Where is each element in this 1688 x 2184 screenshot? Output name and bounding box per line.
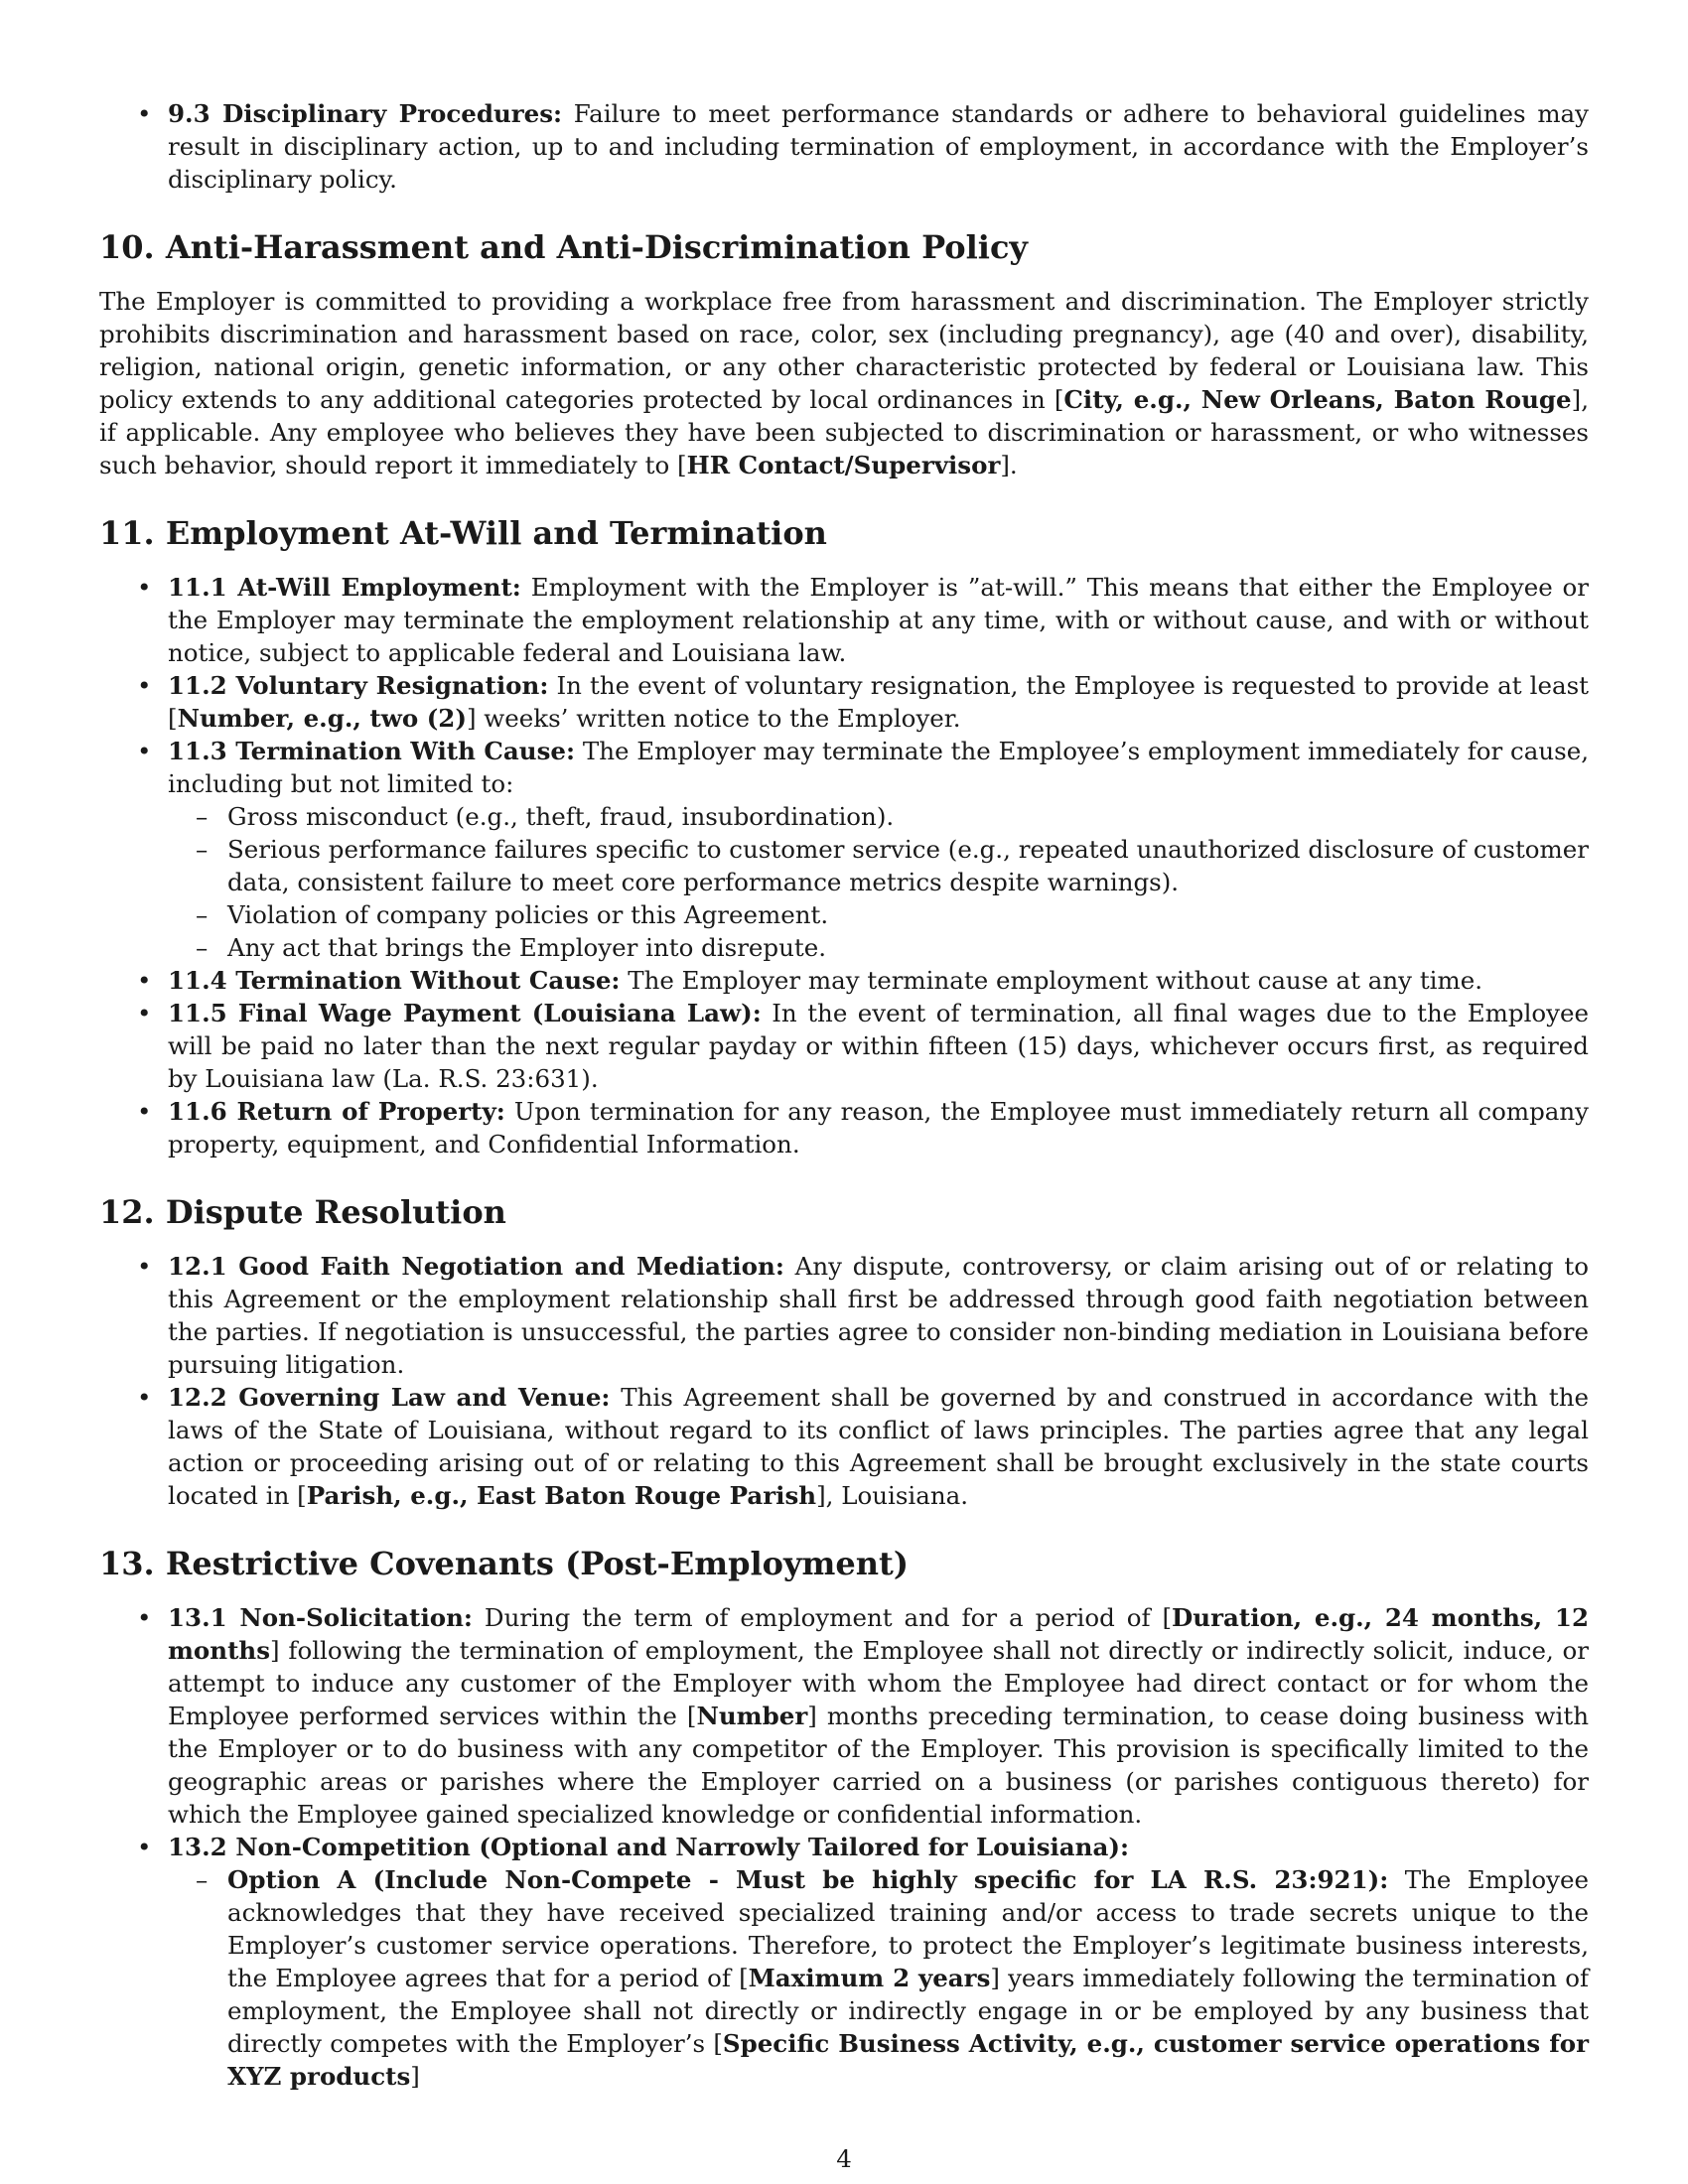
clause-12-1-text: Any dispute, controversy, or claim arising out of or relating to this Agreement or the employment relationship shall first be addressed through good faith negotiation between the parties. If negotiation is unsuccessful, the parties agree to consider non-binding mediation in Louisiana before pursuing litigation. (168, 1252, 1589, 1379)
parish-placeholder: Parish, e.g., East Baton Rouge Parish (306, 1481, 817, 1510)
hr-contact-placeholder: HR Contact/Supervisor (686, 451, 1001, 479)
clause-11-1-text: Employment with the Employer is ”at-will.” This means that either the Employee or the Employer may terminate the employment relationship at any time, with or without cause, and with or without notice, subject to applicable federal and Louisiana law. (168, 573, 1589, 667)
cause-item: – Violation of company policies or this Agreement. (168, 898, 1589, 931)
clause-11-5-label: 11.5 Final Wage Payment (Louisiana Law): (168, 999, 762, 1027)
option-a-label: Option A (Include Non-Compete - Must be highly specific for LA R.S. 23:921): (227, 1865, 1389, 1894)
duration-placeholder: Duration, e.g., 24 months, 12 months (168, 1603, 1589, 1665)
page-number: 4 (836, 2144, 852, 2173)
cause-item: – Serious performance failures specific to customer service (e.g., repeated unauthorized disclosure of customer data, consistent failure to meet core performance metrics despite warnings). (168, 833, 1589, 898)
clause-11-5 (99, 997, 1589, 1095)
section-9-list (99, 97, 1589, 196)
section-10-text-3: ]. (1000, 451, 1018, 479)
section-12-heading: 12. Dispute Resolution (99, 1193, 506, 1231)
clause-11-5-text: In the event of termination, all final wages due to the Employee will be paid no later than the next regular payday or within fifteen (15) days, whichever occurs first, as required by Louisiana law (La. R.S. 23:631). (168, 999, 1590, 1093)
section-11-list (99, 571, 1589, 1160)
section-10-paragraph (99, 285, 1589, 481)
clause-12-1 (99, 1250, 1589, 1381)
clause-11-3 (99, 735, 1589, 964)
clause-11-1 (99, 571, 1589, 669)
clause-12-2-text-b: ], Louisiana. (816, 1481, 969, 1510)
non-compete-options (168, 1863, 1589, 2093)
clause-12-2-text-a: This Agreement shall be governed by and construed in accordance with the laws of the State of Louisiana, without regard to its conflict of laws principles. The parties agree that any legal action or proceeding arising out of or relating to this Agreement shall be brought exclusively in the state courts located in [ (168, 1383, 1589, 1510)
clause-11-4-label: 11.4 Termination Without Cause: (168, 966, 621, 995)
clause-11-6-text: Upon termination for any reason, the Employee must immediately return all company property, equipment, and Confidential Information. (168, 1097, 1589, 1159)
clause-11-2-label: 11.2 Voluntary Resignation: (168, 671, 549, 700)
clause-13-1-label: 13.1 Non-Solicitation: (168, 1603, 473, 1632)
clause-11-2-text-a: In the event of voluntary resignation, the Employee is requested to provide at least [ (168, 671, 1589, 733)
clause-9-3-label: 9.3 Disciplinary Procedures: (168, 99, 563, 128)
clause-11-2-text-b: ] weeks’ written notice to the Employer. (466, 704, 961, 733)
notice-number-placeholder: Number, e.g., two (2) (177, 704, 467, 733)
option-a-text-a: The Employee acknowledges that they have received specialized training and/or access to trade secrets unique to the Employer’s customer service operations. Therefore, to protect the Employer’s legitimate business interests, the Employee agrees that for a period of [ (227, 1865, 1589, 1992)
section-10-heading: 10. Anti-Harassment and Anti-Discrimination Policy (99, 228, 1029, 266)
option-a-text-b: ] years immediately following the termination of employment, the Employee shall not directly or indirectly engage in or be employed by any business that directly competes with the Employer’s [ (227, 1964, 1590, 2058)
clause-12-2-label: 12.2 Governing Law and Venue: (168, 1383, 611, 1412)
section-11-heading: 11. Employment At-Will and Termination (99, 514, 827, 552)
section-13-heading: 13. Restrictive Covenants (Post-Employment) (99, 1545, 909, 1582)
business-activity-placeholder: Specific Business Activity, e.g., customer service operations for XYZ products (227, 2029, 1589, 2091)
clause-12-1-label: 12.1 Good Faith Negotiation and Mediation: (168, 1252, 784, 1281)
clause-13-2-label: 13.2 Non-Competition (Optional and Narrowly Tailored for Louisiana): (168, 1833, 1130, 1861)
section-10-text-1: The Employer is committed to providing a workplace free from harassment and discrimination. The Employer strictly prohibits discrimination and harassment based on race, color, sex (including pregnancy), age (40 and over), disability, religion, national origin, genetic information, or any other characteristic protected by federal or Louisiana law. This policy extends to any additional categories protected by local ordinances in [ (99, 287, 1589, 414)
document-page (99, 97, 1589, 2093)
clause-11-1-label: 11.1 At-Will Employment: (168, 573, 521, 602)
clause-11-4-text: The Employer may terminate employment without cause at any time. (620, 966, 1483, 995)
clause-11-6 (99, 1095, 1589, 1160)
clause-13-1-text-c: ] months preceding termination, to cease doing business with the Employer or to do business with any competitor of the Employer. This provision is specifically limited to the geographic areas or parishes where the Employer carried on a business (or parishes contiguous thereto) for which the Employee gained specialized knowledge or confidential information. (168, 1702, 1589, 1829)
section-10-text-2: ], if applicable. Any employee who believes they have been subjected to discrimination or harassment, or who witnesses such behavior, should report it immediately to [ (99, 385, 1589, 479)
clause-13-1-text-a: During the term of employment and for a period of [ (472, 1603, 1173, 1632)
section-13-list (99, 1601, 1589, 2093)
clause-11-3-text: The Employer may terminate the Employee’s employment immediately for cause, including but not limited to: (168, 737, 1589, 798)
cause-item: – Gross misconduct (e.g., theft, fraud, insubordination). (168, 800, 1589, 833)
clause-13-1 (99, 1601, 1589, 1831)
max-years-placeholder: Maximum 2 years (748, 1964, 991, 1992)
clause-11-2 (99, 669, 1589, 735)
clause-13-2 (99, 1831, 1589, 2093)
clause-12-2 (99, 1381, 1589, 1512)
clause-9-3-text: Failure to meet performance standards or adhere to behavioral guidelines may result in disciplinary action, up to and including termination of employment, in accordance with the Employer’s disciplinary policy. (168, 99, 1589, 194)
section-12-list (99, 1250, 1589, 1512)
months-number-placeholder: Number (696, 1702, 808, 1730)
option-a-text-c: ] (410, 2062, 420, 2091)
clause-11-3-label: 11.3 Termination With Cause: (168, 737, 576, 765)
clause-11-6-label: 11.6 Return of Property: (168, 1097, 505, 1126)
city-placeholder: City, e.g., New Orleans, Baton Rouge (1063, 385, 1572, 414)
option-a (168, 1863, 1589, 2093)
clause-9-3 (99, 97, 1589, 196)
cause-list (168, 800, 1589, 964)
clause-13-1-text-b: ] following the termination of employment, the Employee shall not directly or indirectly solicit, induce, or attempt to induce any customer of the Employer with whom the Employee had direct contact or for whom the Employee performed services within the [ (168, 1636, 1589, 1730)
cause-item: – Any act that brings the Employer into disrepute. (168, 931, 1589, 964)
clause-11-4 (99, 964, 1589, 997)
